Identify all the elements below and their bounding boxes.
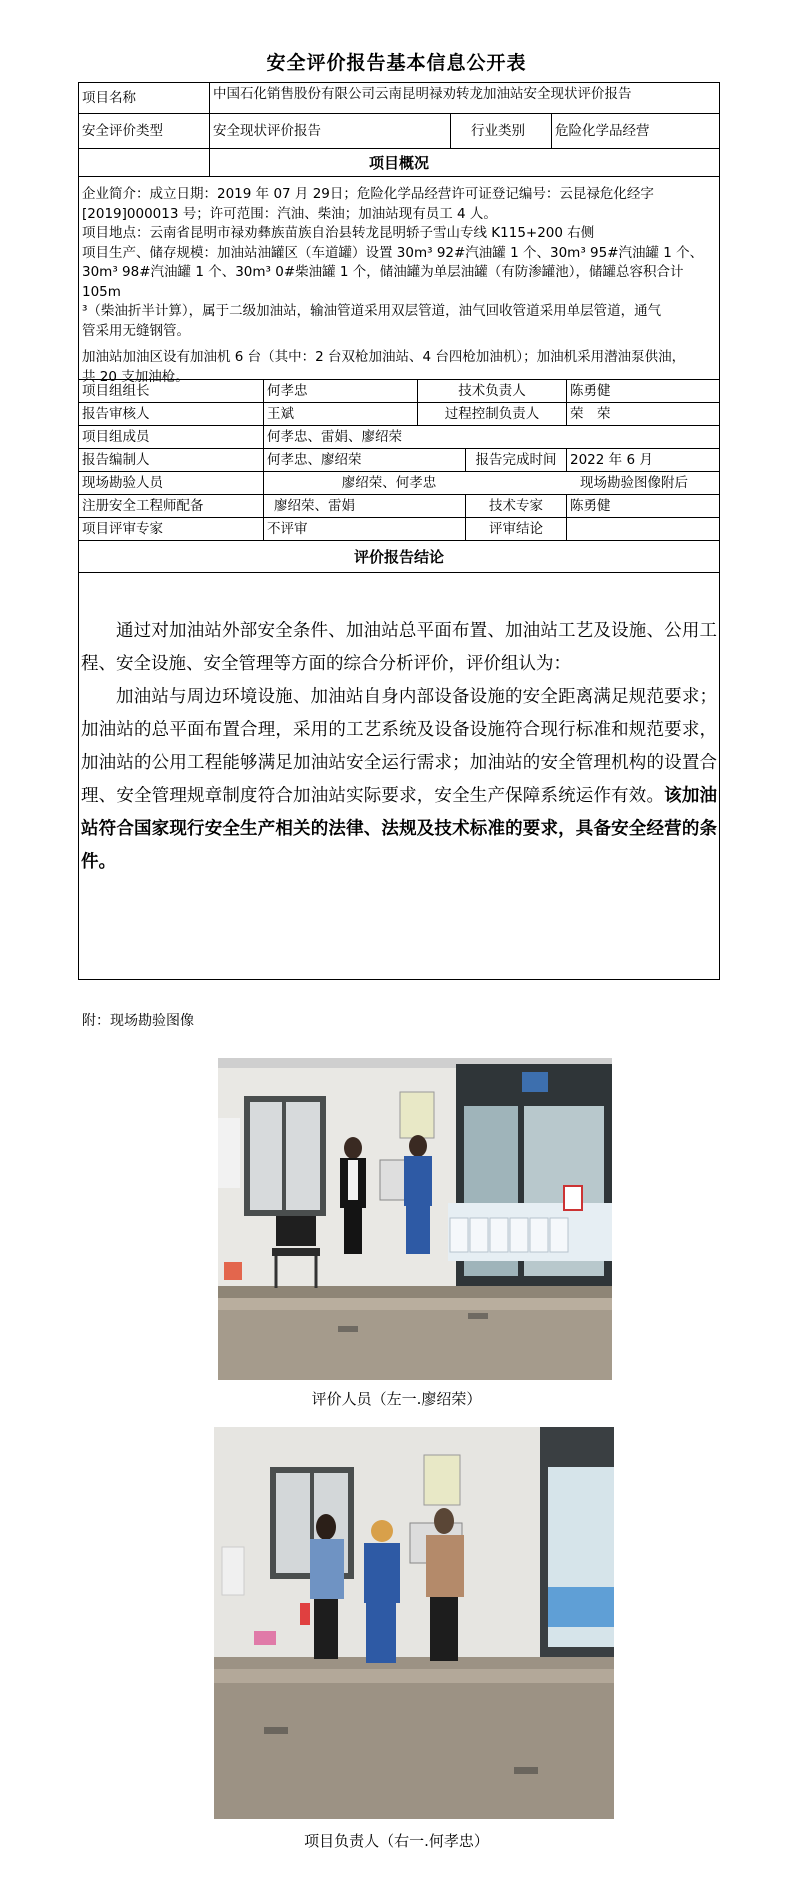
safety-eng: 廖绍荣、雷娟 bbox=[274, 498, 355, 514]
conclusion-paragraph-2 bbox=[81, 681, 717, 879]
row-divider bbox=[79, 176, 719, 177]
overview-line: 企业简介：成立日期：2019 年 07 月 29日；危险化学品经营许可证登记编号：云昆禄危化经字 bbox=[82, 186, 654, 202]
attachment-label: 附：现场勘验图像 bbox=[82, 1013, 194, 1029]
eval-type: 安全现状评价报告 bbox=[213, 123, 321, 139]
site-photo-1 bbox=[218, 1058, 612, 1380]
overview-line: 项目地点：云南省昆明市禄劝彝族苗族自治县转龙昆明轿子雪山专线 K115+200 右侧 bbox=[82, 225, 595, 241]
reviewer: 王斌 bbox=[267, 406, 294, 422]
conclusion-paragraph-1: 通过对加油站外部安全条件、加油站总平面布置、加油站工艺及设施、公用工程、安全设施、安全管理等方面的综合分析评价，评价组认为： bbox=[81, 621, 717, 674]
process-label: 过程控制负责人 bbox=[444, 406, 540, 422]
eval-type-label: 安全评价类型 bbox=[82, 123, 163, 139]
photo-caption-2: 项目负责人（右一.何孝忠） bbox=[304, 1832, 489, 1850]
done-label: 报告完成时间 bbox=[475, 452, 557, 468]
site-photo-2 bbox=[214, 1427, 614, 1819]
page-title: 安全评价报告基本信息公开表 bbox=[266, 52, 527, 74]
review-result-label: 评审结论 bbox=[489, 521, 543, 537]
overview-line: ³（柴油折半计算），属于二级加油站，输油管道采用双层管道，油气回收管道采用单层管道，通气 bbox=[82, 303, 662, 319]
conclusion-bold: 该加油站符合国家现行安全生产相关的法律、法规及技术标准的要求，具备安全经营的条件。 bbox=[81, 786, 717, 872]
overview-line: 共 20 支加油枪。 bbox=[82, 368, 189, 385]
reviewer-label: 报告审核人 bbox=[82, 406, 150, 422]
site-note: 现场勘验图像附后 bbox=[580, 475, 688, 491]
row-divider bbox=[79, 113, 719, 114]
leader: 何孝忠 bbox=[267, 383, 308, 399]
review-expert-label: 项目评审专家 bbox=[82, 521, 163, 537]
site-photo-2-image bbox=[214, 1427, 614, 1819]
overview-line: 管采用无缝钢管。 bbox=[82, 322, 190, 339]
review-expert: 不评审 bbox=[267, 521, 308, 537]
expert: 陈勇健 bbox=[570, 498, 611, 514]
overview-heading: 项目概况 bbox=[368, 154, 429, 172]
process: 荣 荣 bbox=[570, 406, 611, 422]
conclusion-text bbox=[79, 615, 719, 879]
site-label: 现场勘验人员 bbox=[82, 475, 163, 491]
done: 2022 年 6 月 bbox=[570, 452, 653, 468]
project-name: 中国石化销售股份有限公司云南昆明禄劝转龙加油站安全现状评价报告 bbox=[213, 86, 632, 102]
members-label: 项目组成员 bbox=[82, 429, 150, 445]
overview-text bbox=[79, 183, 719, 389]
expert-label: 技术专家 bbox=[489, 498, 543, 514]
tech-label: 技术负责人 bbox=[458, 383, 526, 399]
row-divider bbox=[79, 148, 719, 149]
info-table bbox=[78, 82, 720, 980]
row-divider bbox=[79, 540, 719, 541]
conclusion-body: 加油站与周边环境设施、加油站自身内部设备设施的安全距离满足规范要求；加油站的总平面布置合理，采用的工艺系统及设备设施符合现行标准和规范要求，加油站的公用工程能够满足加油站安全运行需求；加油站的安全管理机构的设置合理、安全管理规章制度符合加油站实际要求，安全生产保障系统运作有效。 bbox=[81, 687, 717, 806]
row-divider bbox=[79, 572, 719, 573]
overview-line: [2019]000013 号；许可范围：汽油、柴油；加油站现有员工 4 人。 bbox=[82, 205, 497, 222]
overview-line: 加油站加油区设有加油机 6 台（其中：2 台双枪加油站、4 台四枪加油机）；加油机采用潜油泵供油， bbox=[82, 349, 686, 365]
writer: 何孝忠、廖绍荣 bbox=[267, 452, 362, 468]
industry-label: 行业类别 bbox=[471, 123, 525, 139]
overview-line: 30m³ 98#汽油罐 1 个、30m³ 0#柴油罐 1 个，储油罐为单层油罐（有防渗罐池），储罐总容积合计 105m bbox=[82, 264, 684, 300]
project-name-label: 项目名称 bbox=[82, 90, 136, 106]
conclusion-heading: 评价报告结论 bbox=[353, 548, 444, 566]
site-photo-1-image bbox=[218, 1058, 612, 1380]
leader-label: 项目组组长 bbox=[82, 383, 150, 399]
members: 何孝忠、雷娟、廖绍荣 bbox=[267, 429, 402, 445]
photo-caption-1: 评价人员（左一.廖绍荣） bbox=[311, 1390, 482, 1408]
writer-label: 报告编制人 bbox=[82, 452, 150, 468]
site: 廖绍荣、何孝忠 bbox=[341, 475, 437, 491]
overview-line: 项目生产、储存规模：加油站油罐区（车道罐）设置 30m³ 92#汽油罐 1 个、30m³ 95#汽油罐 1 个、 bbox=[82, 244, 704, 261]
safety-eng-label: 注册安全工程师配备 bbox=[82, 498, 204, 514]
tech: 陈勇健 bbox=[570, 383, 611, 399]
industry: 危险化学品经营 bbox=[555, 123, 650, 139]
